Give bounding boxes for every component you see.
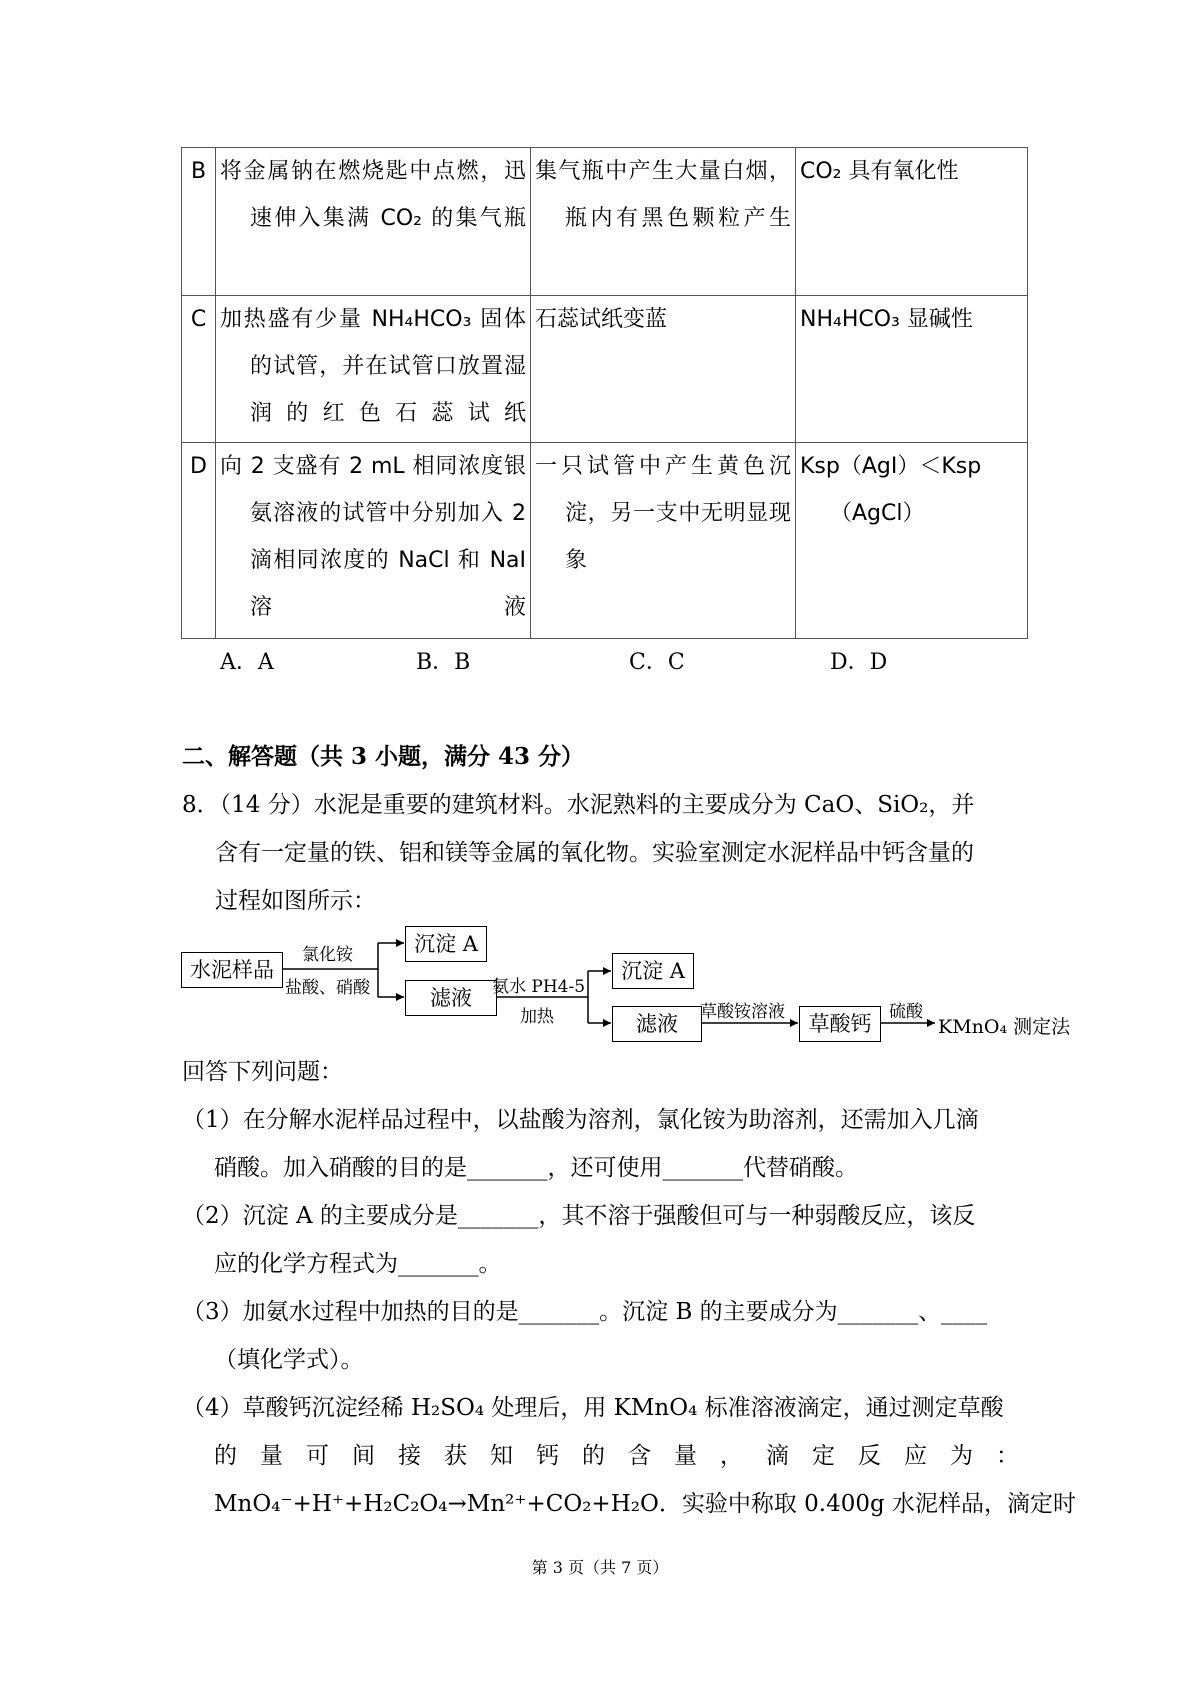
- answer-intro: 回答下列问题：: [182, 1059, 343, 1085]
- question-8-line3: 过程如图所示：: [215, 888, 376, 914]
- heating-label: 加热: [520, 1007, 554, 1027]
- operation-cell: 加热盛有少量 NH₄HCO₃ 固体的试管，并在试管口放置湿润的红色石蕊试纸: [216, 296, 531, 443]
- conclusion-cell: NH₄HCO₃ 显碱性: [796, 296, 1028, 443]
- choice-d[interactable]: D．D: [830, 650, 888, 675]
- answer-choices: [0, 645, 1200, 679]
- choice-b[interactable]: B．B: [416, 650, 471, 675]
- question-8-line2: 含有一定量的铁、铝和镁等金属的氧化物。实验室测定水泥样品中钙含量的: [215, 840, 974, 866]
- part-4-line1: （4）草酸钙沉淀经稀 H₂SO₄ 处理后，用 KMnO₄ 标准溶液滴定，通过测定草酸: [182, 1395, 1004, 1421]
- ammonia-label: 氨水 PH4-5: [492, 977, 586, 997]
- flowchart-connectors: [0, 920, 1200, 1070]
- precipitate-a-box-2: 沉淀 A: [612, 953, 694, 989]
- operation-cell: 将金属钠在燃烧匙中点燃，迅速伸入集满 CO₂ 的集气瓶: [216, 148, 531, 296]
- question-8-line1: 8．（14 分）水泥是重要的建筑材料。水泥熟料的主要成分为 CaO、SiO₂，并: [182, 792, 975, 818]
- choice-a[interactable]: A．A: [220, 650, 274, 675]
- table-row: [182, 296, 1028, 443]
- conclusion-cell: Ksp（AgI）＜Ksp（AgCl）: [796, 443, 1028, 639]
- part-1-line1: （1）在分解水泥样品过程中，以盐酸为溶剂，氯化铵为助溶剂，还需加入几滴: [182, 1107, 979, 1133]
- sulfuric-acid-label: 硫酸: [889, 1002, 923, 1022]
- table-row: [182, 148, 1028, 296]
- option-key: C: [182, 296, 216, 443]
- phenomenon-cell: 一只试管中产生黄色沉淀，另一支中无明显现象: [531, 443, 796, 639]
- conclusion-cell: CO₂ 具有氧化性: [796, 148, 1028, 296]
- choice-c[interactable]: C．C: [629, 650, 685, 675]
- calcium-oxalate-box: 草酸钙: [799, 1006, 881, 1042]
- part-4-line2: 的量可间接获知钙的含量，滴定反应为：: [214, 1443, 1019, 1469]
- phenomenon-cell: 集气瓶中产生大量白烟，瓶内有黑色颗粒产生: [531, 148, 796, 296]
- section-title: 二、解答题（共 3 小题，满分 43 分）: [182, 743, 585, 770]
- part-4-line3: MnO₄⁻+H⁺+H₂C₂O₄→Mn²⁺+CO₂+H₂O．实验中称取 0.400g 水泥样品，滴定时: [214, 1491, 1077, 1517]
- process-flowchart: [0, 920, 1200, 1070]
- acids-label: 盐酸、硝酸: [285, 978, 370, 998]
- part-1-line2: 硝酸。加入硝酸的目的是_______，还可使用_______代替硝酸。: [214, 1155, 858, 1181]
- filtrate-box-2: 滤液: [612, 1006, 702, 1042]
- part-2-line2: 应的化学方程式为_______。: [214, 1251, 502, 1277]
- option-key: B: [182, 148, 216, 296]
- ammonium-oxalate-label: 草酸铵溶液: [700, 1002, 785, 1022]
- experiment-table: [181, 147, 1028, 639]
- page-footer: 第 3 页（共 7 页）: [531, 1558, 669, 1577]
- phenomenon-cell: 石蕊试纸变蓝: [531, 296, 796, 443]
- table-row: [182, 443, 1028, 639]
- part-3-line2: （填化学式）。: [214, 1347, 364, 1373]
- part-2-line1: （2）沉淀 A 的主要成分是_______，其不溶于强酸但可与一种弱酸反应，该反: [182, 1203, 976, 1229]
- kmno4-method-label: KMnO₄ 测定法: [938, 1016, 1071, 1038]
- filtrate-box-1: 滤液: [405, 980, 497, 1016]
- precipitate-a-box-1: 沉淀 A: [405, 926, 487, 962]
- part-3-line1: （3）加氨水过程中加热的目的是_______。沉淀 B 的主要成分为_______、____: [182, 1299, 988, 1325]
- cement-sample-box: 水泥样品: [181, 952, 283, 988]
- ammonium-chloride-label: 氯化铵: [302, 945, 353, 965]
- option-key: D: [182, 443, 216, 639]
- operation-cell: 向 2 支盛有 2 mL 相同浓度银氨溶液的试管中分别加入 2 滴相同浓度的 NaCl 和 NaI 溶液: [216, 443, 531, 639]
